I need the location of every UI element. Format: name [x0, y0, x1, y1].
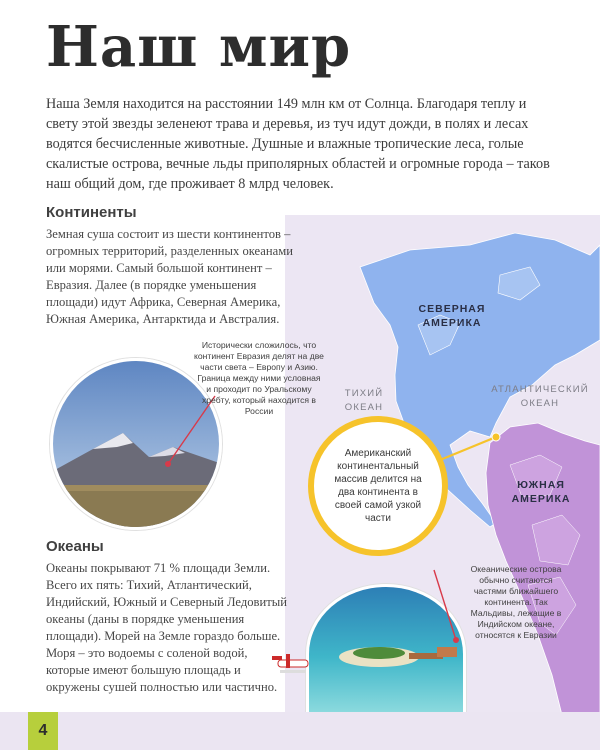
oceans-text: Океаны покрывают 71 % площади Земли. Всего их пять: Тихий, Атлантический, Индийский, Южный и Северный Ледовитый океаны (даны в порядке уменьшения площади). Морей на Земле гораздо больше. Моря – это водоемы с соленой водой, которые имеют большую площадь и окружены сушей полностью или частично.: [46, 561, 287, 694]
isthmus-callout: [308, 416, 448, 556]
footer-strip: [0, 712, 600, 750]
atlantic-ocean-label: АТЛАНТИЧЕСКИЙ ОКЕАН: [491, 384, 589, 409]
pacific-ocean-label: ТИХИЙ ОКЕАН: [344, 388, 384, 413]
north-america-label: СЕВЕРНАЯ АМЕРИКА: [418, 303, 486, 329]
eurasia-note: Исторически сложилось, что континент Евразия делят на две части света – Европу и Азию. Граница между ними условная и проходит по Уральскому хребту, который находится в России: [194, 340, 324, 416]
islands-note: Океанические острова обычно считаются частями ближайшего континента. Так Мальдивы, лежащие в Индийском океане, относятся к Евразии: [470, 564, 562, 640]
intro-paragraph: Наша Земля находится на расстоянии 149 млн км от Солнца. Благодаря теплу и свету этой звезды зеленеют трава и деревья, из туч идут дожди, в полях и лесах водятся бесчисленные животные. Душные и влажные тропические леса, голые скалистые острова, вечные льды приполярных областей и огромные города – таков наш общий дом, где проживает 8 млрд человек.: [46, 96, 550, 192]
continents-heading: Континенты: [46, 204, 137, 221]
page-number: 4: [28, 712, 58, 750]
south-america-label: ЮЖНАЯ АМЕРИКА: [511, 479, 571, 505]
seaplane-icon: [270, 650, 318, 676]
page-title: Наш мир: [46, 14, 352, 80]
oceans-heading: Океаны: [46, 538, 104, 555]
callout-text: Американский континентальный массив делится на два континента в своей самой узкой части: [334, 448, 422, 524]
continents-text: Земная суша состоит из шести континентов – огромных территорий, разделенных океанами или морями. Самый большой континент – Евразия. Далее (в порядке уменьшения площади) идут Африка, Северная Америка, Южная Америка, Антарктида и Австралия.: [46, 227, 293, 326]
